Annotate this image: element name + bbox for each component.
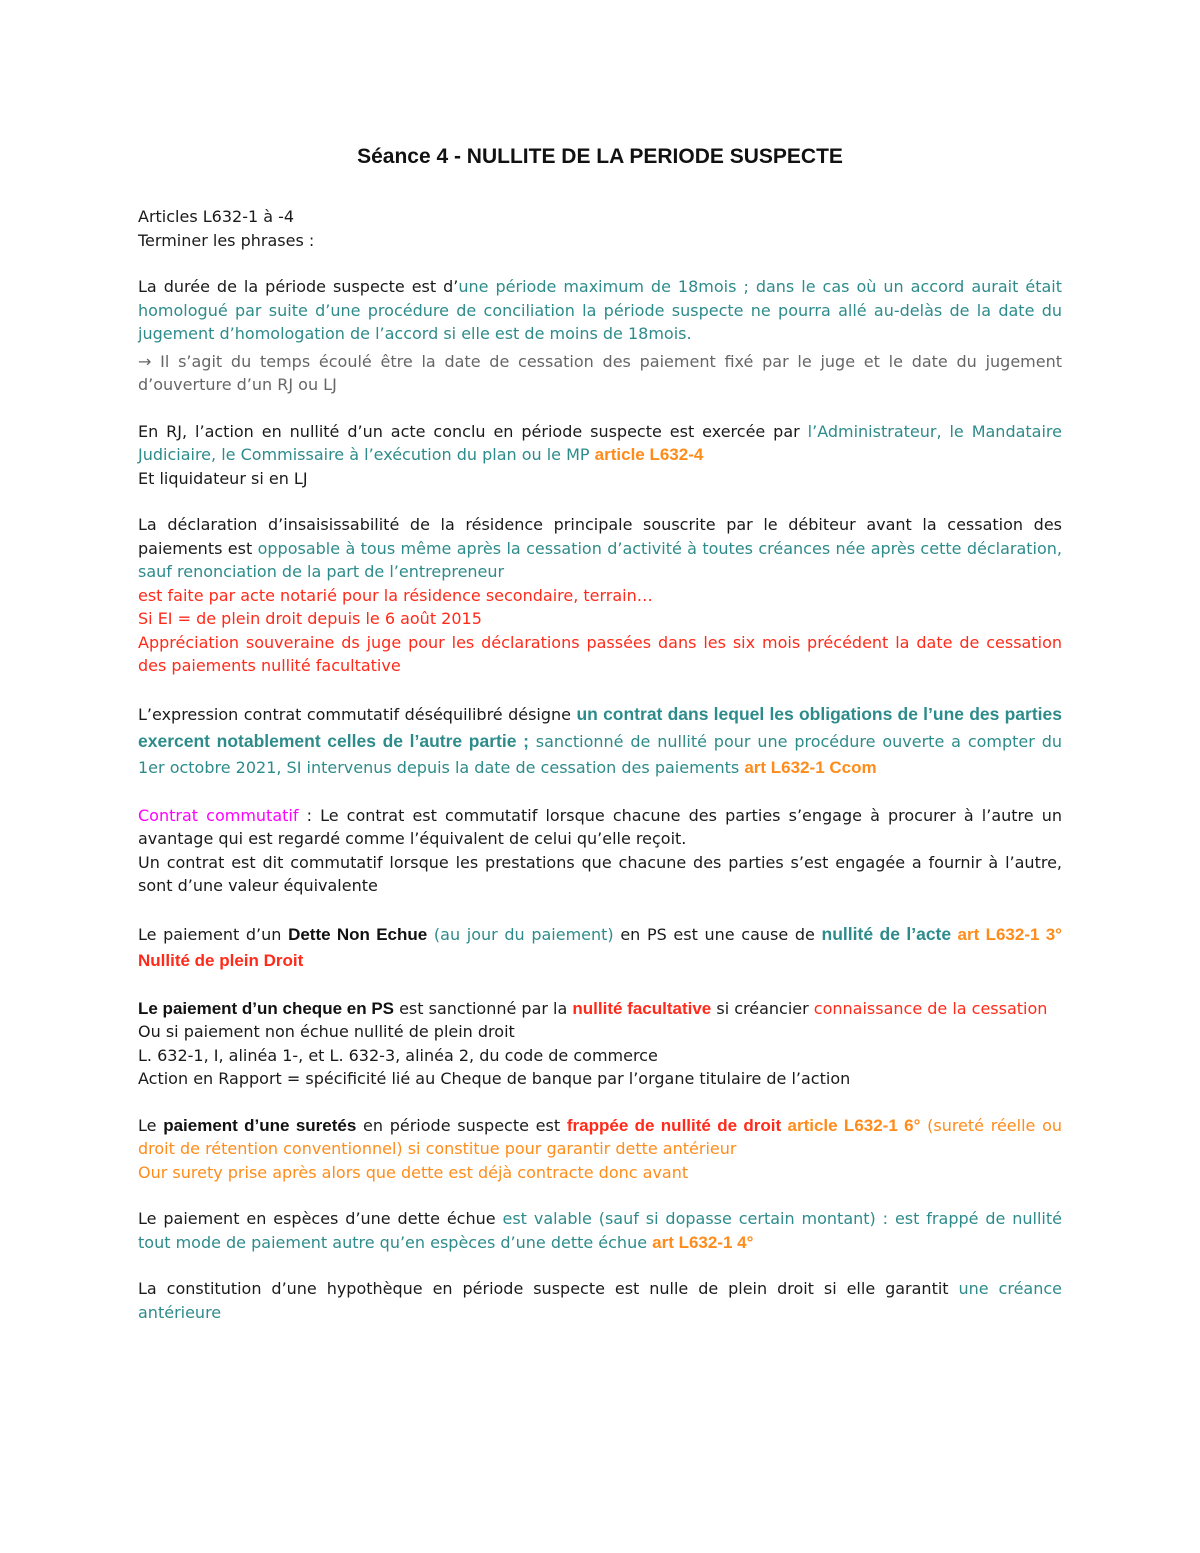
note-text: (au jour du paiement): [427, 924, 614, 944]
paragraph-cheque: [138, 997, 1062, 1021]
question-text: en PS est une cause de: [613, 924, 822, 944]
instruction-text: Terminer les phrases :: [138, 230, 315, 250]
paragraph-contrat-commutatif: [138, 701, 1062, 781]
articles-reference: Articles L632-1 à -4: [138, 207, 295, 226]
paragraph-insaisissabilite: [138, 513, 1062, 584]
paragraph-hypotheque: [138, 1277, 1062, 1324]
cheque-note-3: Action en Rapport = spécificité lié au Cheque de banque par l’organe titulaire de l’action: [138, 1069, 851, 1088]
nullity-type: nullité facultative: [572, 998, 712, 1018]
question-text: Le: [138, 1115, 164, 1135]
paragraph-dette-non-echue: [138, 921, 1062, 974]
nullity-type: frappée de nullité de droit: [566, 1115, 782, 1135]
article-reference: art L632-1 Ccom: [744, 757, 877, 777]
bold-term: Dette Non Echue: [288, 924, 428, 944]
question-text: La déclaration d’insaisissabilité de la résidence principale souscrite par le débiteur avant la cessation des paiements est: [138, 515, 1062, 558]
article-reference: art L632-1 4°: [652, 1232, 754, 1252]
question-text: Le paiement en espèces d’une dette échue: [138, 1209, 503, 1228]
definition-text: : Le contrat est commutatif lorsque chacune des parties s’engage à procurer à l’autre un avantage qui est regardé comme l’équivalent de celui qu’elle reçoit.: [138, 805, 1063, 848]
nullity-type: Nullité de plein Droit: [138, 950, 304, 970]
answer-text: une période maximum de 18mois ; dans le cas où un accord aurait était homologué par suite d’une procédure de conciliation la période suspecte ne pourra allé au-delàs de la date du jugement d’homologation de l’accord si elle est de moins de 18mois.: [138, 277, 1063, 343]
definition-text-2: Un contrat est dit commutatif lorsque les prestations que chacune des parties s’est engagée a fournir à l’autre, sont d’une valeur équivalente: [138, 852, 1062, 895]
question-text: est sanctionné par la: [394, 998, 573, 1018]
answer-text: (sureté réelle ou droit de rétention conventionnel) si constitue pour garantir dette antérieur: [138, 1115, 1063, 1158]
article-reference: article L632-1 6°: [781, 1115, 921, 1135]
question-text: en période suspecte est: [356, 1115, 567, 1135]
answer-bold-text: nullité de l’acte: [821, 923, 958, 944]
question-text: Le paiement d’un: [138, 924, 289, 944]
note-acte-notarie: est faite par acte notarié pour la résidence secondaire, terrain…: [138, 585, 653, 605]
paragraph-action-nullite: [138, 420, 1062, 467]
page-title: Séance 4 - NULLITE DE LA PERIODE SUSPECTE: [357, 145, 843, 168]
note-arrow-text: → Il s’agit du temps écoulé être la date de cessation des paiement fixé par le juge et le date du jugement d’ouverture d’un RJ ou LJ: [138, 351, 1062, 394]
document-body: [138, 205, 1062, 1324]
answer-text: l’Administrateur, le Mandataire Judiciaire, le Commissaire à l’exécution du plan ou le MP: [138, 421, 1062, 464]
question-text: La constitution d’une hypothèque en période suspecte est nulle de plein droit si elle garantit: [138, 1279, 959, 1298]
answer-bold-text: un contrat dans lequel les obligations de l’une des parties exercent notablement celles de l’autre partie ;: [138, 703, 1062, 751]
question-text: La durée de la période suspecte est d’: [138, 277, 459, 296]
cheque-note-2: L. 632-1, I, alinéa 1-, et L. 632-3, alinéa 2, du code de commerce: [138, 1045, 658, 1065]
answer-text: une créance antérieure: [138, 1279, 1063, 1322]
paragraph-definition: [138, 804, 1062, 851]
paragraph-periode-suspecte: [138, 275, 1062, 346]
article-reference: article L632-4: [594, 445, 704, 464]
paragraph-especes: [138, 1207, 1062, 1254]
answer-text: est valable (sauf si dopasse certain montant) : est frappé de nullité tout mode de paiement autre qu’en espèces d’une dette échue: [138, 1209, 1062, 1252]
answer-text: opposable à tous même après la cessation d’activité à toutes créances née après cette déclaration, sauf renonciation de la part de l’entrepreneur: [138, 538, 1062, 581]
paragraph-suretes: [138, 1114, 1062, 1161]
cheque-note-1: Ou si paiement non échue nullité de plein droit: [138, 1022, 515, 1041]
surety-note: Our surety prise après alors que dette est déjà contracte donc avant: [138, 1162, 689, 1182]
question-text: si créancier: [711, 998, 814, 1018]
answer-text: sanctionné de nullité pour une procédure ouverte a compter du 1er octobre 2021, SI intervenus depuis la date de cessation des paiements: [138, 731, 1062, 777]
question-text: En RJ, l’action en nullité d’un acte conclu en période suspecte est exercée par: [138, 421, 808, 441]
bold-term: paiement d’une suretés: [163, 1115, 357, 1135]
term-label: Contrat commutatif: [138, 805, 299, 825]
question-text: L’expression contrat commutatif déséquilibré désigne: [138, 704, 577, 724]
note-appreciation: Appréciation souveraine ds juge pour les déclarations passées dans les six mois précédent la date de cessation des paiements nullité facultative: [138, 632, 1062, 675]
liquidateur-text: Et liquidateur si en LJ: [138, 468, 308, 488]
article-reference: art L632-1 3°: [957, 924, 1062, 944]
note-ei: Si EI = de plein droit depuis le 6 août 2015: [138, 609, 482, 628]
answer-text: connaissance de la cessation: [813, 998, 1048, 1018]
bold-term: Le paiement d’un cheque en PS: [138, 998, 394, 1018]
